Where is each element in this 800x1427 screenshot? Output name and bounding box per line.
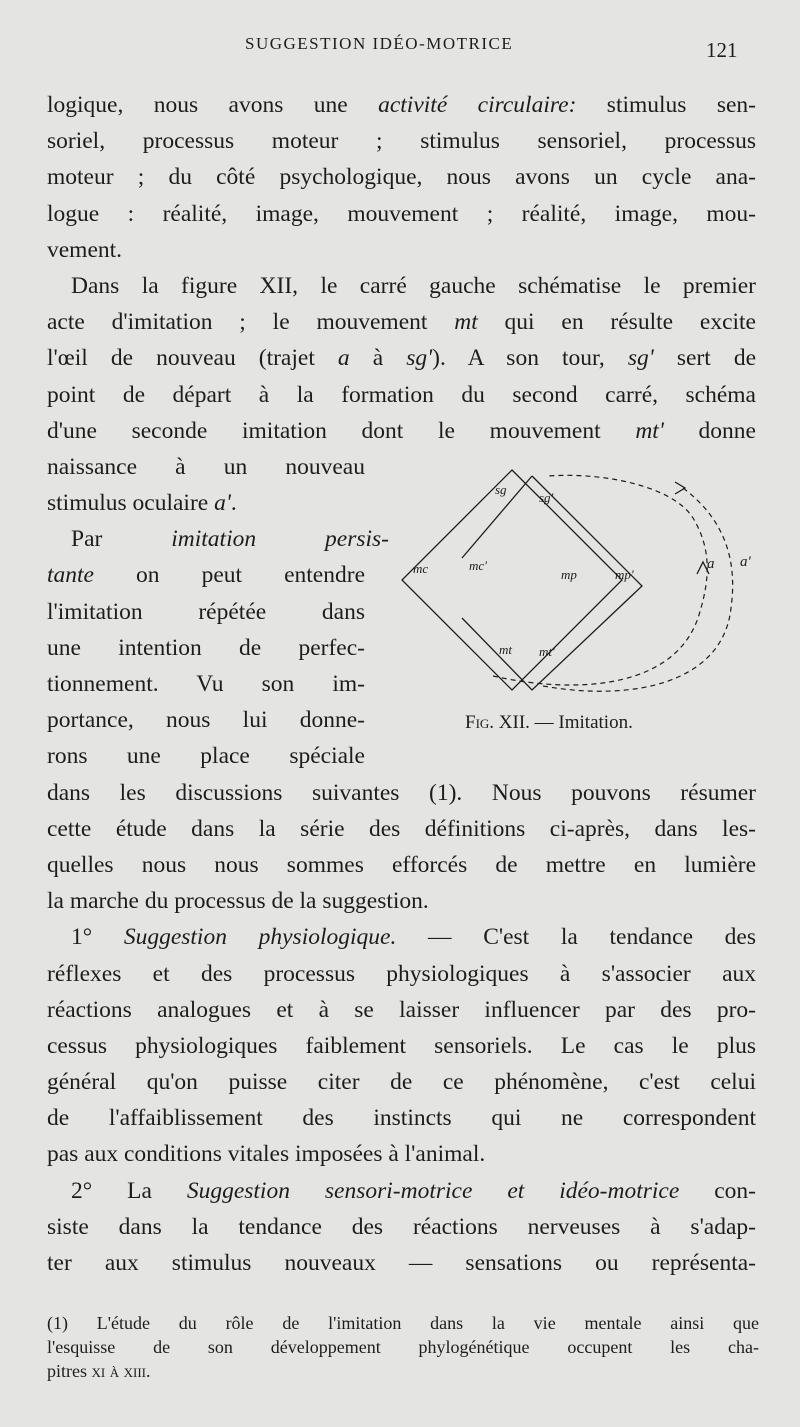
label-mt: mt: [499, 642, 512, 657]
text-line: Par imitation persis-: [71, 526, 390, 553]
text-line: de l'affaiblissement des instincts qui ne correspondent: [47, 1105, 756, 1132]
text-line: naissance à un nouveau: [47, 453, 365, 480]
text-line: Dans la figure XII, le carré gauche schématise le premier: [71, 272, 756, 299]
label-mc-prime: mc': [469, 558, 487, 573]
text-line: logique, nous avons une activité circulaire: stimulus sen-: [47, 92, 757, 118]
text-line: portance, nous lui donne-: [47, 707, 365, 734]
label-mt-prime: mt': [539, 644, 555, 659]
figure-caption: Fig. XII. — Imitation.: [465, 712, 633, 733]
text-line: point de départ à la formation du second carré, schéma: [47, 381, 756, 408]
text-line: tante on peut entendre: [47, 562, 365, 589]
text-line: 2° La Suggestion sensori-motrice et idéo-motrice con-: [71, 1177, 756, 1204]
figure-xii: [393, 458, 773, 748]
text-line: moteur ; du côté psychologique, nous avons un cycle ana-: [47, 164, 756, 191]
footnote-line: pitres xi à xiii.: [47, 1361, 151, 1381]
page-header: [0, 34, 800, 64]
text-line: ter aux stimulus nouveaux — sensations ou représenta-: [47, 1250, 756, 1276]
label-sg-prime: sg': [539, 490, 554, 505]
first-square: [402, 470, 622, 690]
text-line: vement.: [47, 236, 123, 263]
text-line: dans les discussions suivantes (1). Nous pouvons résumer: [47, 779, 756, 806]
label-mp: mp: [561, 567, 577, 582]
text-line: acte d'imitation ; le mouvement mt qui en résulte excite: [47, 309, 756, 336]
text-line: d'une seconde imitation dont le mouvement mt' donne: [47, 417, 756, 444]
text-line: cette étude dans la série des définitions ci-après, dans les-: [47, 815, 756, 842]
text-line: soriel, processus moteur ; stimulus sensoriel, processus: [47, 128, 756, 155]
text-line: quelles nous nous sommes efforcés de mettre en lumière: [47, 851, 756, 878]
label-mc: mc: [413, 561, 429, 576]
text-line: réflexes et des processus physiologiques à s'associer aux: [47, 960, 756, 987]
text-line: réactions analogues et à se laisser influencer par des pro-: [47, 996, 756, 1023]
footnote-line: l'esquisse de son développement phylogénétique occupent les cha-: [47, 1337, 759, 1357]
footnote: [47, 1311, 759, 1383]
page-number: 121: [706, 38, 738, 62]
label-a: a: [707, 556, 715, 572]
label-sg: sg: [495, 482, 507, 497]
text-line: siste dans la tendance des réactions nerveuses à s'adap-: [47, 1213, 756, 1240]
text-line: l'œil de nouveau (trajet a à sg'). A son tour, sg' sert de: [47, 345, 756, 372]
text-line: stimulus oculaire a'.: [47, 490, 237, 517]
text-line: 1° Suggestion physiologique. — C'est la tendance des: [71, 924, 756, 951]
text-line: une intention de perfec-: [47, 634, 365, 661]
text-line: logue : réalité, image, mouvement ; réalité, image, mou-: [47, 200, 756, 227]
running-title: SUGGESTION IDÉO-MOTRICE: [245, 34, 514, 53]
text-line: la marche du processus de la suggestion.: [47, 888, 429, 915]
footnote-line: (1) L'étude du rôle de l'imitation dans la vie mentale ainsi que: [47, 1313, 759, 1333]
text-line: l'imitation répétée dans: [47, 598, 365, 625]
text-line: tionnement. Vu son im-: [47, 671, 365, 697]
label-a-prime: a': [740, 554, 751, 570]
imitation-diagram: [393, 458, 773, 708]
text-line: cessus physiologiques faiblement sensoriels. Le cas le plus: [47, 1032, 756, 1059]
label-mp-prime: mp': [615, 567, 634, 582]
return-arc-a: [493, 475, 707, 685]
text-line: général qu'on puisse citer de ce phénomène, c'est celui: [47, 1069, 756, 1096]
text-line: rons une place spéciale: [47, 743, 365, 770]
text-line: pas aux conditions vitales imposées à l'animal.: [47, 1141, 486, 1168]
